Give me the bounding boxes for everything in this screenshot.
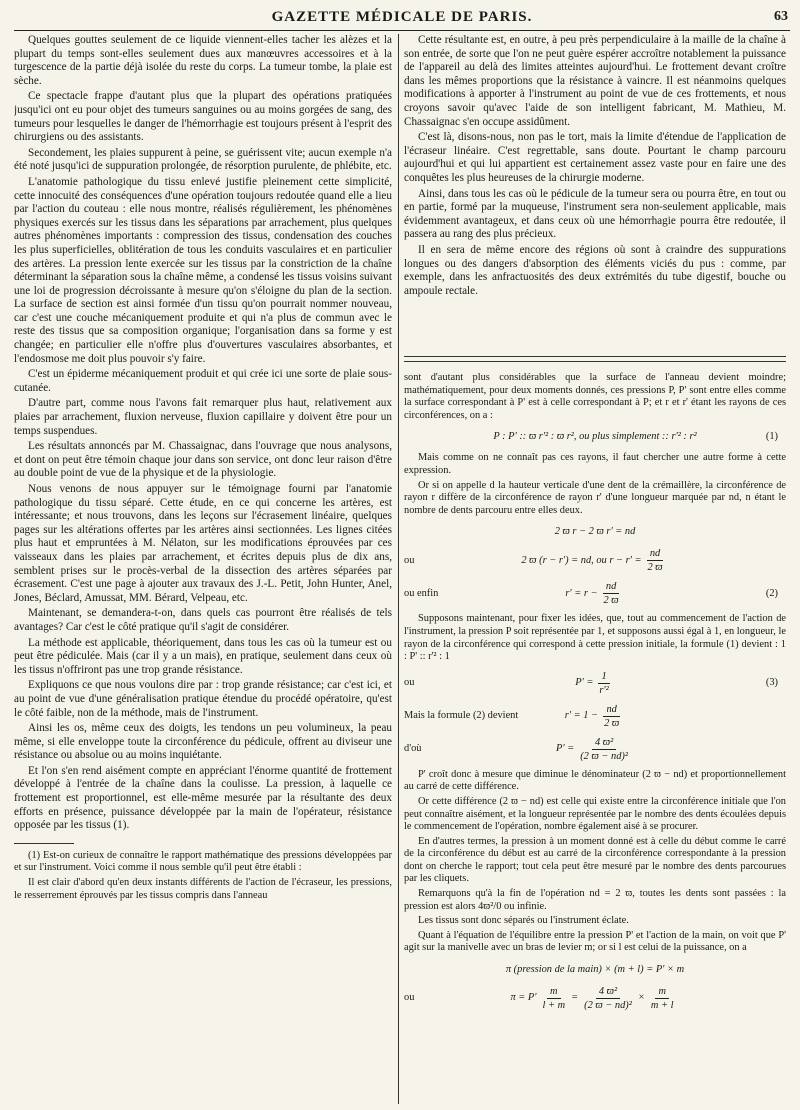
formula-lead: ou <box>404 676 415 688</box>
paragraph: D'autre part, comme nous l'avons fait remarquer plus haut, relativement aux plaies par arrachement, fluxion nerveuse, fluxion capillaire y doivent être pour un temps suspendues. <box>14 397 392 437</box>
equation-number: (1) <box>765 431 778 443</box>
formula-text: P : P' :: ϖ r'² : ϖ r², ou plus simplement :: r'² : r² <box>493 431 697 443</box>
paragraph: Quant à l'équation de l'équilibre entre la pression P' et l'action de la main, on voit que P' agit sur la manivelle avec un bras de levier m; or si l est celui de la puissance, on a <box>404 929 786 954</box>
numerator: 4 ϖ² <box>596 985 620 999</box>
formula-lead: d'où <box>404 742 422 754</box>
footnote-continuation <box>404 372 786 1102</box>
numerator: nd <box>603 580 619 594</box>
formula-lead: ou <box>404 992 415 1004</box>
numerator: m <box>655 985 669 999</box>
paragraph: Or si on appelle d la hauteur verticale d'une dent de la crémaillère, la circonférence de rayon r diffère de la circonférence de rayon r' d'une longueur marquée par nd, n étant le nombre de dents parcouru entre elles deux. <box>404 479 786 516</box>
formula-text: r' = 1 − <box>564 709 599 721</box>
formula-lead: ou <box>404 554 415 566</box>
equation-number: (3) <box>765 676 778 688</box>
paragraph: Remarquons qu'à la fin de l'opération nd = 2 ϖ, toutes les dents sont passées : la pression est alors 4ϖ²/0 ou infinie. <box>404 888 786 912</box>
equation-number: (2) <box>765 587 778 599</box>
fraction <box>596 670 611 697</box>
denominator: (2 ϖ − nd)² <box>580 750 628 762</box>
footnote-line: (1) Est-on curieux de connaître le rapport mathématique des pressions développées par et sur l'instrument. Voici comme il nous semble qu'il peut être établi : <box>14 849 392 874</box>
formula-7 <box>404 736 786 763</box>
formula-lead: Mais la formule (2) devient <box>404 709 519 721</box>
paragraph: Secondement, les plaies suppurent à peine, se guérissent vite; aucun exemple n'a été noté jusqu'ici de suppuration prolongée, de résorption purulente, de phlébite, etc. <box>14 146 392 173</box>
denominator: l + m <box>542 1000 566 1012</box>
paragraph: Mais comme on ne connaît pas ces rayons, il faut chercher une autre forme à cette expression. <box>404 452 786 476</box>
paragraph: Cette résultante est, en outre, à peu près perpendiculaire à la maille de la chaîne à son entrée, de sorte que l'on ne peut guère espérer accroître notablement la puissance de l'appareil au delà des limites atteintes aujourd'hui. Le frottement devant croître dans les mêmes proportions que la résistance à vaincre. Il est néanmoins quelques modifications à apporter à l'instrument au point de vue de ces frottements, et nous croyons savoir qu'avec l'aide de son intelligent fabricant, M. Mathieu, M. Chassaignac s'en occupe assidûment. <box>404 34 786 128</box>
formula-text: P' = <box>556 742 575 754</box>
formula-6 <box>404 703 786 730</box>
paragraph: Maintenant, se demandera-t-on, dans quels cas pourront être réalisés de tels avantages? Car c'est le côté pratique qu'il s'agit de considérer. <box>14 607 392 633</box>
times-sign: × <box>637 992 645 1004</box>
paragraph: sont d'autant plus considérables que la surface de l'anneau devient moindre; mathématiquement, pour deux moments donnés, ces pressions P, P' sont entre elles comme la surface correspondant à P' est à celle correspondant à P; et r et r' étant les rayons de ces circonférences, on a : <box>404 372 786 421</box>
footnote <box>14 850 392 902</box>
formula-text: P' = <box>575 676 594 688</box>
formula-text: π = P' <box>510 992 537 1004</box>
denominator: m + l <box>650 1000 674 1012</box>
formula-8 <box>404 961 786 979</box>
formula-text: 2 ϖ (r − r') = nd, ou r − r' = <box>521 554 642 566</box>
formula-2 <box>404 523 786 541</box>
paragraph: P' croît donc à mesure que diminue le dénominateur (2 ϖ − nd) et proportionnellement au carré de cette différence. <box>404 768 786 793</box>
paragraph: C'est un épiderme mécaniquement produit et qui crée ici une sorte de plaie sous-cutanée. <box>14 368 392 394</box>
formula-text: r' = r − <box>565 587 598 599</box>
paragraph: C'est là, disons-nous, non pas le tort, mais la limite d'étendue de l'application de l'écraseur linéaire. C'est regrettable, sans doute. Pourtant le champ parcouru aujourd'hui et qui lui appartient est certainement assez vaste pour en faire une des conquêtes les plus heureuses de la chirurgie moderne. <box>404 131 786 184</box>
denominator: 2 ϖ <box>603 595 619 607</box>
column-divider <box>398 34 399 1104</box>
numerator: 1 <box>598 670 609 684</box>
footnote-line: Il est clair d'abord qu'en deux instants différents de l'action de l'écraseur, les pressions, le resserrement éprouvés par les tissus compris dans l'anneau <box>14 877 392 901</box>
paragraph: L'anatomie pathologique du tissu enlevé justifie pleinement cette simplicité, cette innocuité des conséquences d'une opération toujours redoutée quand elle a lieu par l'action du couteau : elle nous montre, réalisés régulièrement, les phénomènes physiques exercés sur les tissus dans les séparations par arrachement, plus quelques autres phénomènes importants : compression des tissus, condensation des couches les plus superficielles, oblitération de tous les conduits vasculaires et en particulier des artères. La pression lente exercée sur les tissus par la constriction de la chaîne déterminant la séparation sous la chaîne même, a condensé les tissus voisins suivant une loi de progression décroissante à mesure qu'on s'éloigne du plan de la section. La surface de section est ainsi formée d'un tissu qu'on pourrait nommer nouveau, car c'est une couche mécaniquement produite et qui n'a plus de commun avec le reste des tissus que sa composition organique; l'organisation dans sa forme y est changée; en particulier elle n'offre plus d'ouvertures vasculaires absorbantes, et l'endosmose me doit plus pouvoir s'y faire. <box>14 175 392 365</box>
paragraph: Quelques gouttes seulement de ce liquide viennent-elles tacher les alèzes et la plupart du temps sont-elles seulement dues aux manœuvres accessoires et à la turgescence de la partie déjà isolée du reste du corps. La tumeur tombe, la plaie est sèche. <box>14 34 392 87</box>
paragraph: En d'autres termes, la pression à un moment donné est à celle du début comme le carré de la circonférence du début est au carré de la circonférence correspondante à la pression dont on cherche le rapport; tout cela peut être mesuré par le nombre des dents parcourues par les cliquets. <box>404 835 786 885</box>
formula-text: π (pression de la main) × (m + l) = P' × m <box>505 963 685 975</box>
denominator: (2 ϖ − nd)² <box>584 1000 632 1012</box>
paragraph: Or cette différence (2 ϖ − nd) est celle qui existe entre la circonférence initiale que l'on peut connaître aisément, et la longueur représentée par le nombre des dents écoulées depuis le commencement de l'opération, nombre également aisé à se procurer. <box>404 795 786 833</box>
fraction <box>601 703 622 730</box>
page-header <box>14 6 790 31</box>
paragraph: Nous venons de nous appuyer sur le témoignage fourni par l'anatomie pathologique du tissu séparé. Cette étude, en ce qui concerne les artères, est intéressante; et nous trouvons, dans les leçons sur l'écrasement linéaire, quelques pages sur les altérations offertes par les artères ainsi sectionnées. Les lignes citées plus haut et empruntées à M. Nélaton, sur les modifications éprouvées par ces vaisseaux dans les plaies par arrachement, et écrites depuis plus de dix ans, semblent prises sur le procès-verbal de la dissection des artères séparées par écrasement. C'est une page à ajouter aux travaux des J.-L. Petit, John Hunter, Anel, Jones, Béclard, Amussat, MM. Bérard, Velpeau, etc. <box>14 483 392 604</box>
denominator: 2 ϖ <box>647 562 663 574</box>
paragraph: Supposons maintenant, pour fixer les idées, que, tout au commencement de l'action de l'instrument, la pression P soit représentée par 1, et supposons aussi égal à 1, en longueur, le rayon de la circonférence qui correspond à cette pression initiale, la formule (1) devient : 1 : P' :: r'² : 1 <box>404 613 786 663</box>
denominator: 2 ϖ <box>604 717 620 729</box>
left-column <box>14 34 392 1106</box>
numerator: nd <box>603 703 619 717</box>
formula-9 <box>404 985 786 1012</box>
denominator: r'² <box>599 684 609 696</box>
paragraph: Expliquons ce que nous voulons dire par : trop grande résistance; car c'est ici, et au point de vue d'une généralisation pratique étendue du procédé opératoire, qu'est le côté faible, non de la méthode, mais de l'instrument. <box>14 679 392 719</box>
formula-lead: ou enfin <box>404 587 439 599</box>
paragraph: Et l'on s'en rend aisément compte en appréciant l'énorme quantité de frottement développé à l'entrée de la chaîne dans la coulisse. La pression, à laquelle ce frottement est proportionnel, est elle-même mesurée par la résultante des deux efforts en présence, puissance développée par la main de l'opérateur, résistance opposée par les tissus (1). <box>14 764 392 832</box>
formula-4 <box>404 580 786 607</box>
journal-title: GAZETTE MÉDICALE DE PARIS. <box>271 9 533 25</box>
right-column-top <box>404 34 786 352</box>
page-number: 63 <box>774 9 788 24</box>
formula-1 <box>404 428 786 446</box>
numerator: 4 ϖ² <box>592 736 616 750</box>
paragraph: La méthode est applicable, théoriquement, dans tous les cas où la tumeur est ou peut être pédiculée. Mais (car il y a un mais), en pratique, seulement dans ceux où les tissus n'offriront pas une trop grande résistance. <box>14 636 392 676</box>
paragraph: Ainsi, dans tous les cas où le pédicule de la tumeur sera ou pourra être, en tout ou en partie, formé par la muqueuse, l'instrument sera non-seulement applicable, mais évidemment avantageux, et dans ceux où une hémorrhagie pourra être redoutée, il passera au rang des plus précieux. <box>404 187 786 241</box>
section-divider <box>404 356 786 362</box>
paragraph: Les tissus sont donc séparés ou l'instrument éclate. <box>418 915 629 927</box>
fraction <box>601 580 622 607</box>
equals-sign: = <box>571 992 579 1004</box>
footnote-rule <box>14 843 74 844</box>
fraction <box>648 985 677 1012</box>
paragraph: Ainsi les os, même ceux des doigts, les tendons un peu volumineux, la peau même, si elle enveloppe toute la circonférence du pédicule, offrent au diviseur une résistance ou absolue ou au moins inquiétante. <box>14 722 392 762</box>
numerator: m <box>547 985 561 999</box>
paragraph: Il en sera de même encore des régions où sont à craindre des suppurations longues ou des dangers d'absorption des éléments viciés du pus : comme, par exemple, dans les anfractuosités des deux extrémités du tube digestif, bouche ou ampoule rectale. <box>404 243 786 297</box>
fraction <box>539 985 568 1012</box>
formula-text: 2 ϖ r − 2 ϖ r' = nd <box>554 526 636 538</box>
fraction <box>577 736 631 763</box>
fraction <box>581 985 635 1012</box>
paragraph: Les résultats annoncés par M. Chassaignac, dans l'ouvrage que nous analysons, et dont on peut être témoin chaque jour dans son service, ont donc leur raison d'être au double point de vue de la physique et de la physiologie. <box>14 440 392 480</box>
paragraph: Ce spectacle frappe d'autant plus que la plupart des opérations pratiquées jusqu'ici ont eu pour objet des tumeurs sanguines ou au moins gorgées de sang, des tumeurs pour lesquelles le danger de l'hémorrhagie est toujours présent à l'esprit des chirurgiens ou des assistants. <box>14 90 392 144</box>
formula-5 <box>404 670 786 697</box>
formula-3 <box>404 547 786 574</box>
fraction <box>644 547 665 574</box>
numerator: nd <box>647 547 663 561</box>
